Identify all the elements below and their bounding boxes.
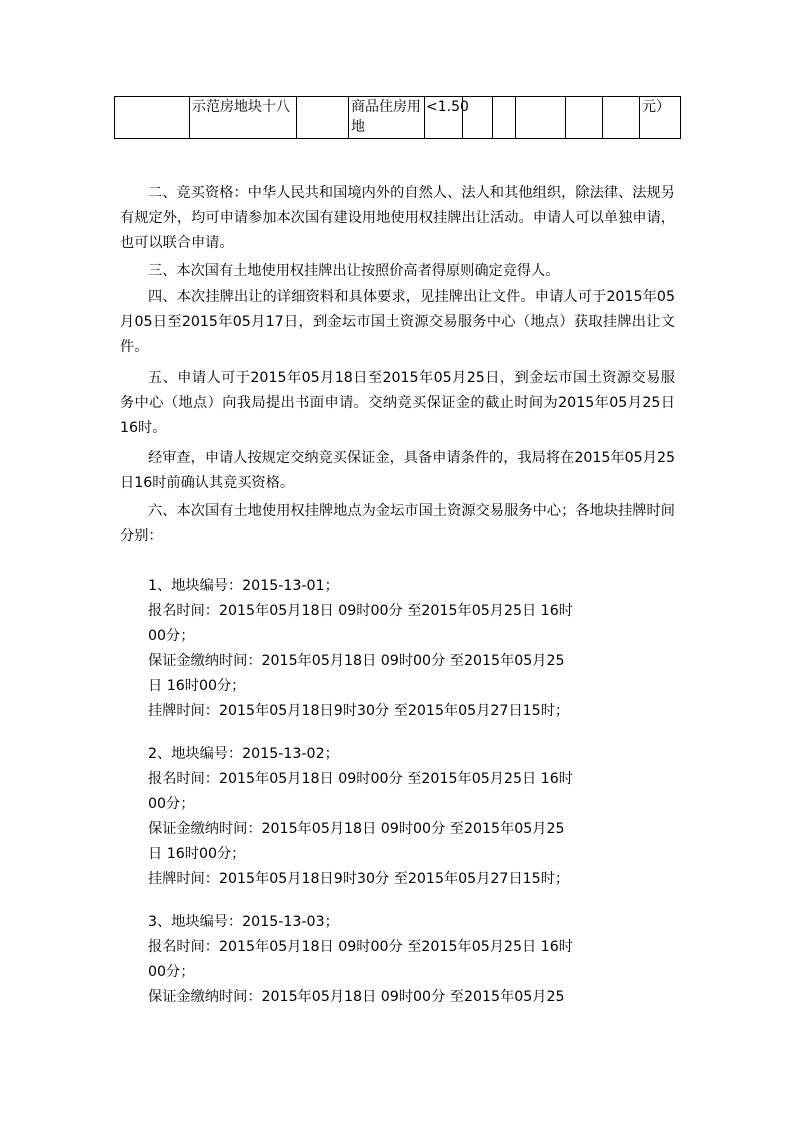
paragraph-bidding-qualification: 二、竞买资格：中华人民共和国境内外的自然人、法人和其他组织，除法律、法规另有规定外，均可申请参加本次国有建设用地使用权挂牌出让活动。申请人可以单独申请，也可以联合申请。: [120, 185, 675, 251]
paragraph-listing-location: 六、本次国有土地使用权挂牌地点为金坛市国土资源交易服务中心；各地块挂牌时间分别：: [120, 503, 675, 544]
parcel-number: 2、地块编号：2015-13-02；: [148, 746, 339, 762]
deposit-time: 保证金缴纳时间：2015年05月18日 09时00分 至2015年05月25: [148, 989, 565, 1005]
table-cell: [603, 97, 640, 139]
paragraph-qualification-review: 经审查，申请人按规定交纳竞买保证金，具备申请条件的，我局将在2015年05月25日16时前确认其竞买资格。: [120, 450, 675, 491]
deposit-time-cont: 日 16时00分；: [148, 678, 246, 694]
table-cell-unit: 元）: [640, 97, 681, 139]
schedule-block-2: [148, 742, 668, 892]
table-row: [115, 97, 681, 139]
signup-time: 报名时间：2015年05月18日 09时00分 至2015年05月25日 16时: [148, 939, 573, 955]
signup-time: 报名时间：2015年05月18日 09时00分 至2015年05月25日 16时: [148, 603, 573, 619]
table-cell: [516, 97, 566, 139]
listing-time: 挂牌时间：2015年05月18日9时30分 至2015年05月27日15时；: [148, 703, 570, 719]
table-cell: [566, 97, 603, 139]
deposit-time-cont: 日 16时00分；: [148, 846, 246, 862]
deposit-time: 保证金缴纳时间：2015年05月18日 09时00分 至2015年05月25: [148, 821, 565, 837]
signup-time-cont: 00分；: [148, 628, 195, 644]
paragraph-award-principle: 三、本次国有土地使用权挂牌出让按照价高者得原则确定竞得人。: [148, 263, 560, 279]
land-parcel-table: [114, 96, 681, 139]
signup-time-cont: 00分；: [148, 964, 195, 980]
table-cell-parcel-name: 示范房地块十八: [190, 97, 297, 139]
deposit-time: 保证金缴纳时间：2015年05月18日 09时00分 至2015年05月25: [148, 653, 565, 669]
schedule-block-3: [148, 910, 668, 1010]
parcel-number: 3、地块编号：2015-13-03；: [148, 914, 339, 930]
table-cell-land-use: 商品住房用地: [349, 97, 425, 139]
schedule-block-1: [148, 574, 668, 724]
table-cell-plot-ratio: <1.50: [425, 97, 463, 139]
table-cell: [115, 97, 190, 139]
parcel-number: 1、地块编号：2015-13-01；: [148, 578, 339, 594]
table-cell: [493, 97, 516, 139]
signup-time-cont: 00分；: [148, 796, 195, 812]
paragraph-application: 五、申请人可于2015年05月18日至2015年05月25日，到金坛市国土资源交易服务中心（地点）向我局提出书面申请。交纳竞买保证金的截止时间为2015年05月25日16时。: [120, 370, 675, 436]
listing-time: 挂牌时间：2015年05月18日9时30分 至2015年05月27日15时；: [148, 871, 570, 887]
table-cell: [297, 97, 349, 139]
signup-time: 报名时间：2015年05月18日 09时00分 至2015年05月25日 16时: [148, 771, 573, 787]
paragraph-listing-documents: 四、本次挂牌出让的详细资料和具体要求，见挂牌出让文件。申请人可于2015年05月05日至2015年05月17日，到金坛市国土资源交易服务中心（地点）获取挂牌出让文件。: [120, 289, 675, 355]
